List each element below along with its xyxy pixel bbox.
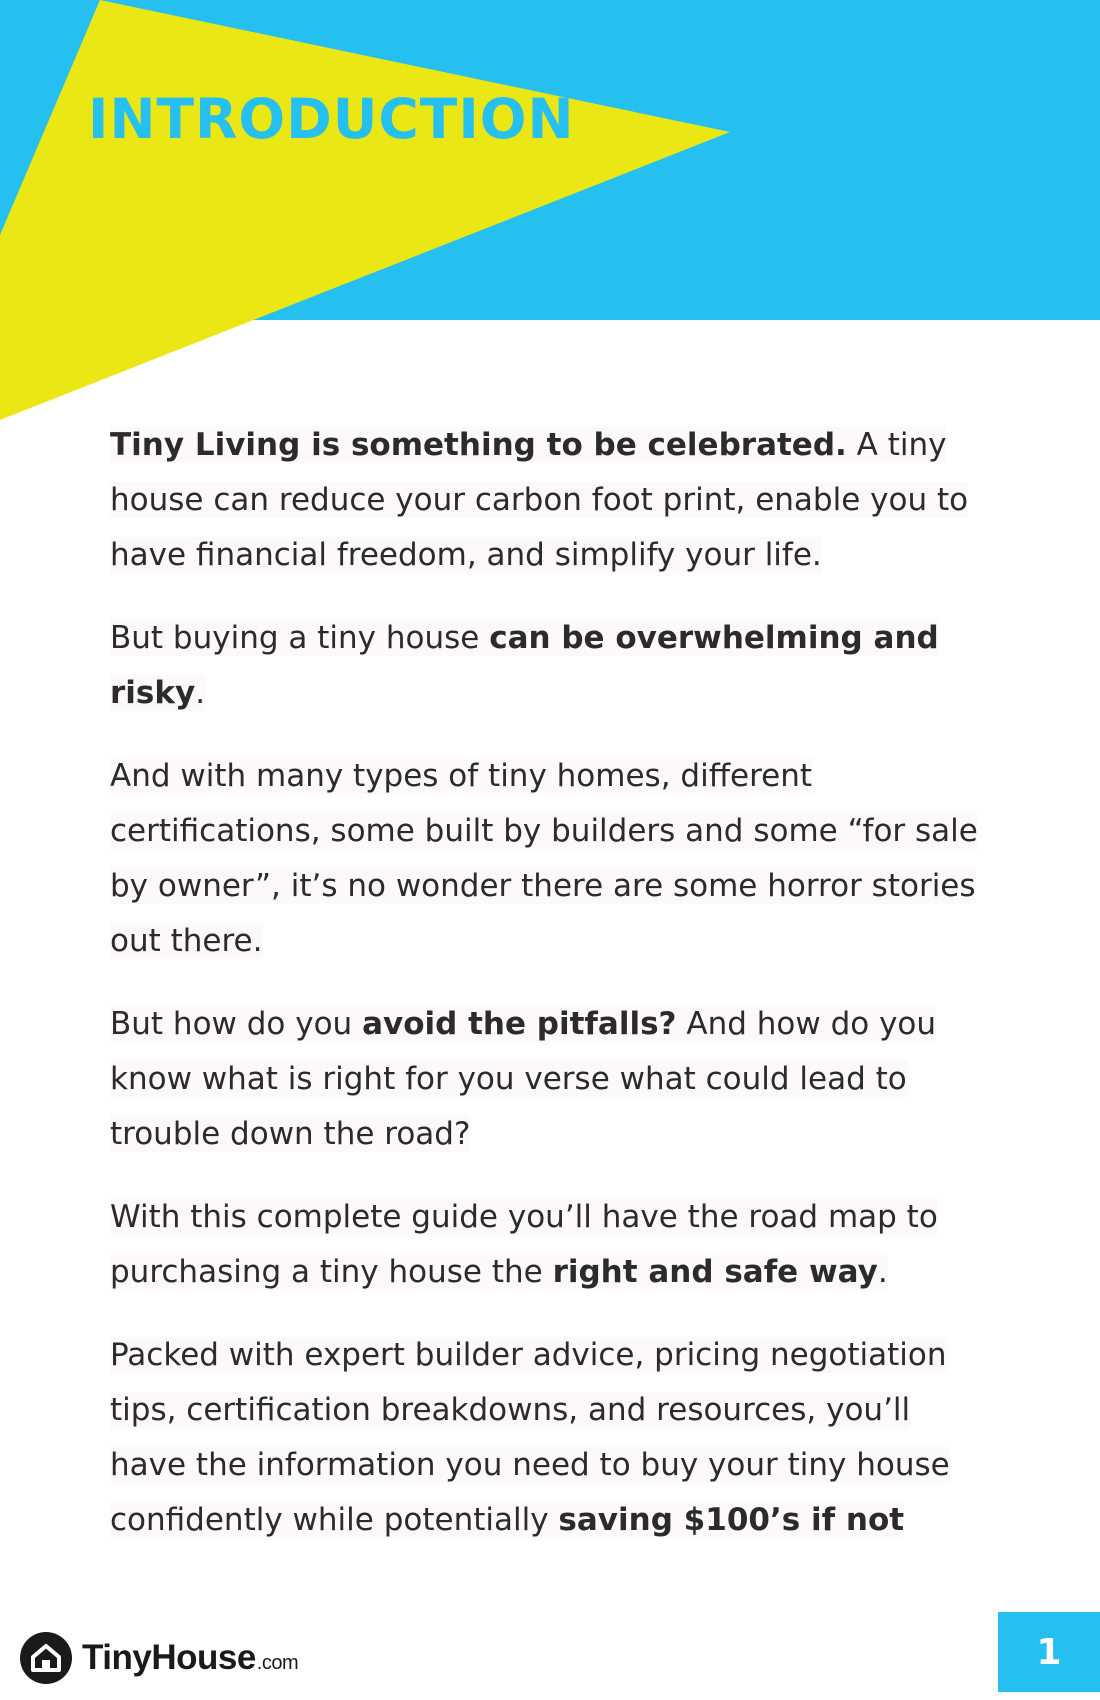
paragraph-text: . (877, 1254, 888, 1290)
paragraph-text: And with many types of tiny homes, different certifications, some built by builders and some “for sale by owner”, it’s no wonder there are some horror stories out there. (110, 758, 978, 959)
paragraph-text: Packed with expert builder advice, pricing negotiation tips, certification breakdowns, and resources, you’ll have the information you need to buy your tiny house confidently while potentially (110, 1337, 950, 1538)
paragraph (110, 418, 990, 583)
page-number: 1 (998, 1612, 1100, 1692)
paragraph-text: . (195, 675, 206, 711)
paragraph (110, 1328, 990, 1548)
bold-text: saving $100’s if not (558, 1502, 905, 1538)
bold-text: Tiny Living is something to be celebrated. (110, 427, 847, 463)
yellow-triangle (0, 0, 730, 420)
paragraph (110, 611, 990, 721)
bold-text: right and safe way (552, 1254, 878, 1290)
body-content (110, 418, 990, 1576)
paragraph-text: And how do you know what is right for you verse what could lead to trouble down the road? (110, 1006, 937, 1152)
paragraph (110, 997, 990, 1162)
bold-text: avoid the pitfalls? (362, 1006, 677, 1042)
header-triangle-graphic (0, 0, 1100, 430)
paragraph-text: A tiny house can reduce your carbon foot print, enable you to have financial freedom, and simplify your life. (110, 427, 969, 573)
brand-suffix: .com (256, 1652, 299, 1674)
brand-name (82, 1638, 298, 1678)
paragraph (110, 1190, 990, 1300)
page-title: INTRODUCTION (88, 87, 575, 151)
paragraph (110, 749, 990, 969)
paragraph-text: But how do you (110, 1006, 363, 1042)
house-icon (20, 1632, 72, 1684)
paragraph-text: With this complete guide you’ll have the road map to purchasing a tiny house the (110, 1199, 938, 1290)
paragraph-text: But buying a tiny house (110, 620, 490, 656)
bold-text: can be overwhelming and risky (110, 620, 939, 711)
brand-name-text: TinyHouse (82, 1638, 256, 1677)
brand-logo (20, 1628, 298, 1688)
